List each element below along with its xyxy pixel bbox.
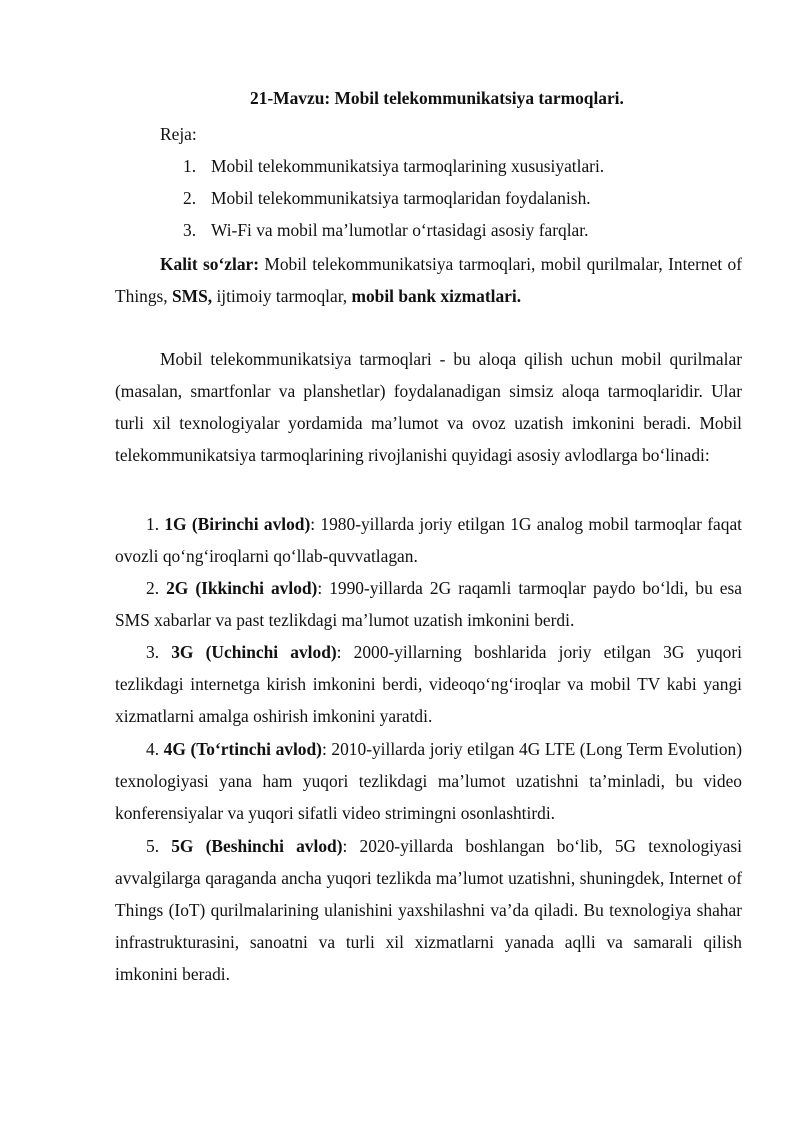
generation-item xyxy=(115,572,742,636)
keywords-text: Mobil telekommunikatsiya tarmoqlari, mobil qurilmalar, Internet of Things, xyxy=(115,254,742,306)
plan-item-number: 1. xyxy=(183,156,197,176)
generation-number: 2. xyxy=(146,578,160,598)
generation-name: 2G (Ikkinchi avlod) xyxy=(166,578,318,598)
generation-item xyxy=(115,830,742,990)
generation-name: 1G (Birinchi avlod) xyxy=(164,514,311,534)
generation-number: 3. xyxy=(146,642,160,662)
plan-item-text: Mobil telekommunikatsiya tarmoqlaridan foydalanish. xyxy=(211,188,591,208)
intro-paragraph xyxy=(115,343,742,471)
generation-name: 3G (Uchinchi avlod) xyxy=(171,642,337,662)
plan-item-text: Mobil telekommunikatsiya tarmoqlarining xususiyatlari. xyxy=(211,156,605,176)
generation-text: : 1980-yillarda joriy etilgan 1G analog mobil tarmoqlar faqat ovozli qo‘ng‘iroqlarni qo‘llab-quvvatlagan. xyxy=(115,514,742,566)
generation-item xyxy=(115,733,742,829)
generation-number: 1. xyxy=(146,514,160,534)
keywords-paragraph xyxy=(115,248,742,312)
generation-text: : 2020-yillarda boshlangan bo‘lib, 5G texnologiyasi avvalgilarga qaraganda ancha yuqori tezlikda ma’lumot uzatishni, shuningdek, Internet of Things (IoT) qurilmalarining ulanishini yaxshilashni va’da qiladi. Bu texnologiya shahar infrastrukturasini, sanoatni va turli xil xizmatlarni yanada aqlli va samarali qilish imkonini beradi. xyxy=(115,836,742,984)
generation-item xyxy=(115,508,742,572)
generation-text: : 2000-yillarning boshlarida joriy etilgan 3G yuqori tezlikdagi internetga kirish imkonini berdi, videoqo‘ng‘iroqlar va mobil TV kabi yangi xizmatlarni amalga oshirish imkonini yaratdi. xyxy=(115,642,742,726)
generation-text: : 1990-yillarda 2G raqamli tarmoqlar paydo bo‘ldi, bu esa SMS xabarlar va past tezlikdagi ma’lumot uzatish imkonini berdi. xyxy=(115,578,742,630)
generation-text: : 2010-yillarda joriy etilgan 4G LTE (Long Term Evolution) texnologiyasi yana ham yuqori tezlikdagi ma’lumot uzatishni ta’minladi, bu video konferensiyalar va yuqori sifatli video strimingni osonlashtirdi. xyxy=(115,739,742,823)
generation-item xyxy=(115,636,742,732)
plan-item-text: Wi-Fi va mobil ma’lumotlar o‘rtasidagi asosiy farqlar. xyxy=(211,220,589,240)
generation-number: 5. xyxy=(146,836,160,856)
plan-item-number: 2. xyxy=(183,188,197,208)
keyword-sms: SMS, xyxy=(172,286,213,306)
generation-number: 4. xyxy=(146,739,160,759)
generation-name: 5G (Beshinchi avlod) xyxy=(171,836,343,856)
page-title: 21-Mavzu: Mobil telekommunikatsiya tarmoqlari. xyxy=(250,88,624,108)
keyword-mobile-bank: mobil bank xizmatlari. xyxy=(351,286,522,306)
intro-text: Mobil telekommunikatsiya tarmoqlari - bu aloqa qilish uchun mobil qurilmalar (masalan, smartfonlar va planshetlar) foydalanadigan simsiz aloqa tarmoqlaridir. Ular turli xil texnologiyalar yordamida ma’lumot va ovoz uzatish imkonini beradi. Mobil telekommunikatsiya tarmoqlarining rivojlanishi quyidagi asosiy avlodlarga bo‘linadi: xyxy=(115,349,742,465)
keywords-text: ijtimoiy tarmoqlar, xyxy=(212,286,352,306)
plan-label: Reja: xyxy=(160,124,197,144)
plan-item-number: 3. xyxy=(183,220,197,240)
generation-name: 4G (To‘rtinchi avlod) xyxy=(163,739,322,759)
keywords-label: Kalit so‘zlar: xyxy=(160,254,260,274)
